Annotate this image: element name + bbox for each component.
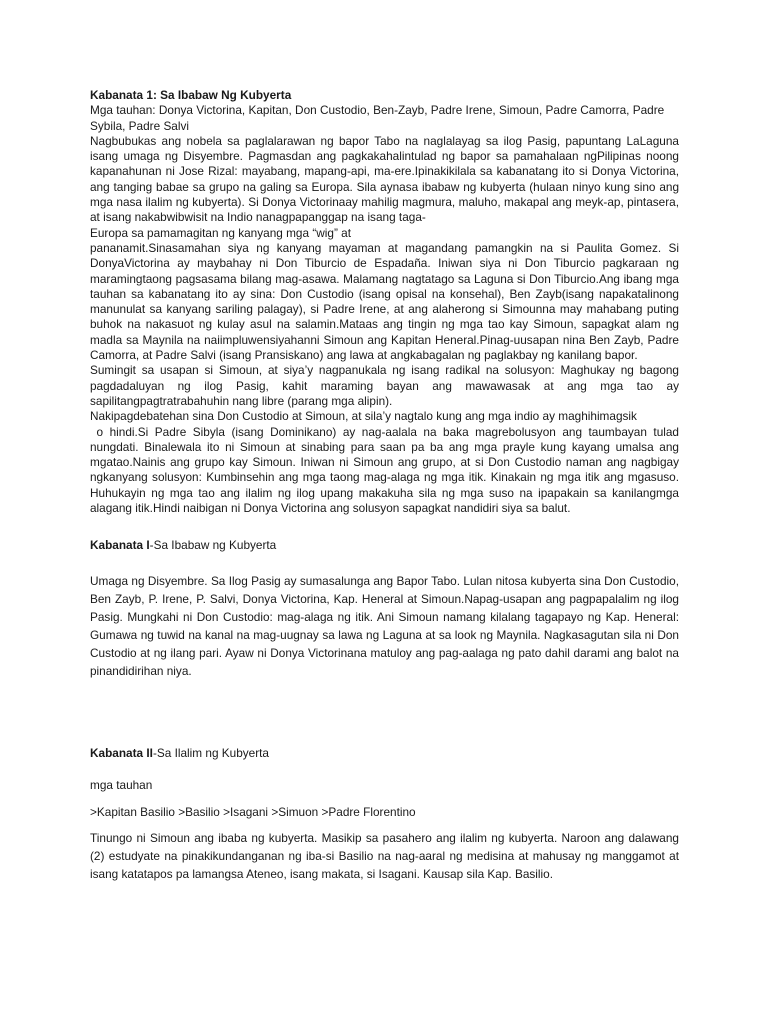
section-kabanata-ii xyxy=(90,744,679,883)
paragraph-characters: Mga tauhan: Donya Victorina, Kapitan, Don Custodio, Ben-Zayb, Padre Irene, Simoun, Padre Camorra, Padre Sybila, Padre Salvi xyxy=(90,103,665,133)
paragraph-fragment: Europa sa pamamagitan ng kanyang mga “wig” at xyxy=(90,225,351,240)
paragraph-characters-detail: pananamit.Sinasamahan siya ng kanyang mayaman at magandang pamangkin na si Paulita Gomez. Si DonyaVictorina ay maybahay ni Don Tiburcio de Espadaña. Iniwan siya ni Don Tiburcio pagkaraan ng maramingtaong pagsasama bilang mag-asawa. Malamang nagtatago sa Laguna si Don Tiburcio.Ang ibang mga tauhan sa kabanatang ito ay sina: Don Custodio (isang opisal na konsehal), Ben Zayb(isang napakatalinong manunulat sa kanyang sariling palagay), si Padre Irene, at ang alaherong si Simounna may mahabang puting buhok na nakasuot ng kulay asul na salamin.Mataas ang tingin ng mga tao kay Simoun, sapagkat alam ng madla sa Maynila na naiimpluwensiyahanni Simoun ang Kapitan Heneral.Pinag-uusapan nina Ben Zayb, Padre Camorra, at Padre Salvi (isang Pransiskano) ang lawa at angkabagalan ng paglakbay ng kanilang bapor. xyxy=(90,240,679,363)
paragraph-intro: Nagbubukas ang nobela sa paglalarawan ng bapor Tabo na naglalayag sa ilog Pasig, papuntang LaLaguna isang umaga ng Disyembre. Pagmasdan ang pagkakahalintulad ng bapor sa pamahalaan ngPilipinas noong kapanahunan ni Jose Rizal: mayabang, mapang-api, ma-ere.Ipinakikilala sa kabanatang ito si Donya Victorina, ang tanging babae sa grupo na galing sa Europa. Sila aynasa ibabaw ng kubyerta (hulaan ninyo kung sino ang mga nasa ilalim ng kubyerta). Si Donya Victorinaay mahilig magmura, maluho, makapal ang meyk-ap, pintasera, at isang nakabwibwisit na Indio nanagpapanggap na isang taga- xyxy=(90,133,679,225)
paragraph-summary: Tinungo ni Simoun ang ibaba ng kubyerta. Masikip sa pasahero ang ilalim ng kubyerta. Naroon ang dalawang (2) estudyate na pinakikundanganan ng iba-si Basilio na nag-aaral ng medisina at mahusay ng manggamot at isang katatapos pa lamangsa Ateneo, isang makata, si Isagani. Kausap sila Kap. Basilio. xyxy=(90,831,679,882)
section-title: Kabanata 1: Sa Ibabaw Ng Kubyerta xyxy=(90,88,292,102)
section-kabanata-1 xyxy=(90,88,679,516)
paragraph-debate-line: Nakipagdebatehan sina Don Custodio at Simoun, at sila’y nagtalo kung ang mga indio ay maghihimagsik xyxy=(90,409,637,424)
section-heading-bold: Kabanata II xyxy=(90,746,153,761)
section-heading xyxy=(90,536,679,554)
paragraph-debate: o hindi.Si Padre Sibyla (isang Dominikano) ay nag-aalala na baka magrebolusyon ang taumbayan tulad nungdati. Binalewala ito ni Simoun at sinabing para saan pa ba ang mga prayle kung kayang umalsa ang mgatao.Nainis ang grupo kay Simoun. Iniwan ni Simoun ang grupo, at si Don Custodio naman ang nagbigay ngkanyang solusyon: Kumbinsehin ang mga taong mag-alaga ng mga itik. Kinakain ng mga itik ang mgasuso. Huhukayin ng mga tao ang ilalim ng ilog upang makakuha sila ng mga suso na ipapakain sa kanilangmga alagang itik.Hindi naibigan ni Donya Victorina ang solusyon sapagkat nandidiri siya sa balut. xyxy=(90,424,679,516)
section-heading-rest: -Sa Ibabaw ng Kubyerta xyxy=(149,538,277,553)
document-page xyxy=(90,88,679,883)
paragraph-summary: Umaga ng Disyembre. Sa Ilog Pasig ay sumasalunga ang Bapor Tabo. Lulan nitosa kubyerta sina Don Custodio, Ben Zayb, P. Irene, P. Salvi, Donya Victorina, Kap. Heneral at Simoun.Napag-usapan ang pagpapalalim ng ilog Pasig. Mungkahi ni Don Custodio: mag-alaga ng itik. Ani Simoun namang kilalang tagapayo ng Kap. Heneral: Gumawa ng tuwid na kanal na mag-uugnay sa lawa ng Laguna at sa look ng Maynila. Nagkasagutan sila ni Don Custodio at ng ilang pari. Ayaw ni Donya Victorinana matuloy ang pag-aalaga ng pato dahil darami ang balot na pinandidirihan niya. xyxy=(90,574,679,679)
section-kabanata-i xyxy=(90,536,679,680)
section-heading xyxy=(90,744,679,762)
characters-subheading: mga tauhan xyxy=(90,778,153,793)
characters-list: >Kapitan Basilio >Basilio >Isagani >Simuon >Padre Florentino xyxy=(90,805,416,820)
paragraph-simoun-solution: Sumingit sa usapan si Simoun, at siya’y nagpanukala ng isang radikal na solusyon: Maghukay ng bagong pagdadaluyan ng ilog Pasig, kahit maraming bayan ang mawawasak at ang mga tao ay sapilitangpagtratrabahuhin nang libre (parang mga alipin). xyxy=(90,363,679,408)
section-heading-rest: -Sa Ilalim ng Kubyerta xyxy=(152,746,269,761)
section-heading-bold: Kabanata I xyxy=(90,538,150,553)
